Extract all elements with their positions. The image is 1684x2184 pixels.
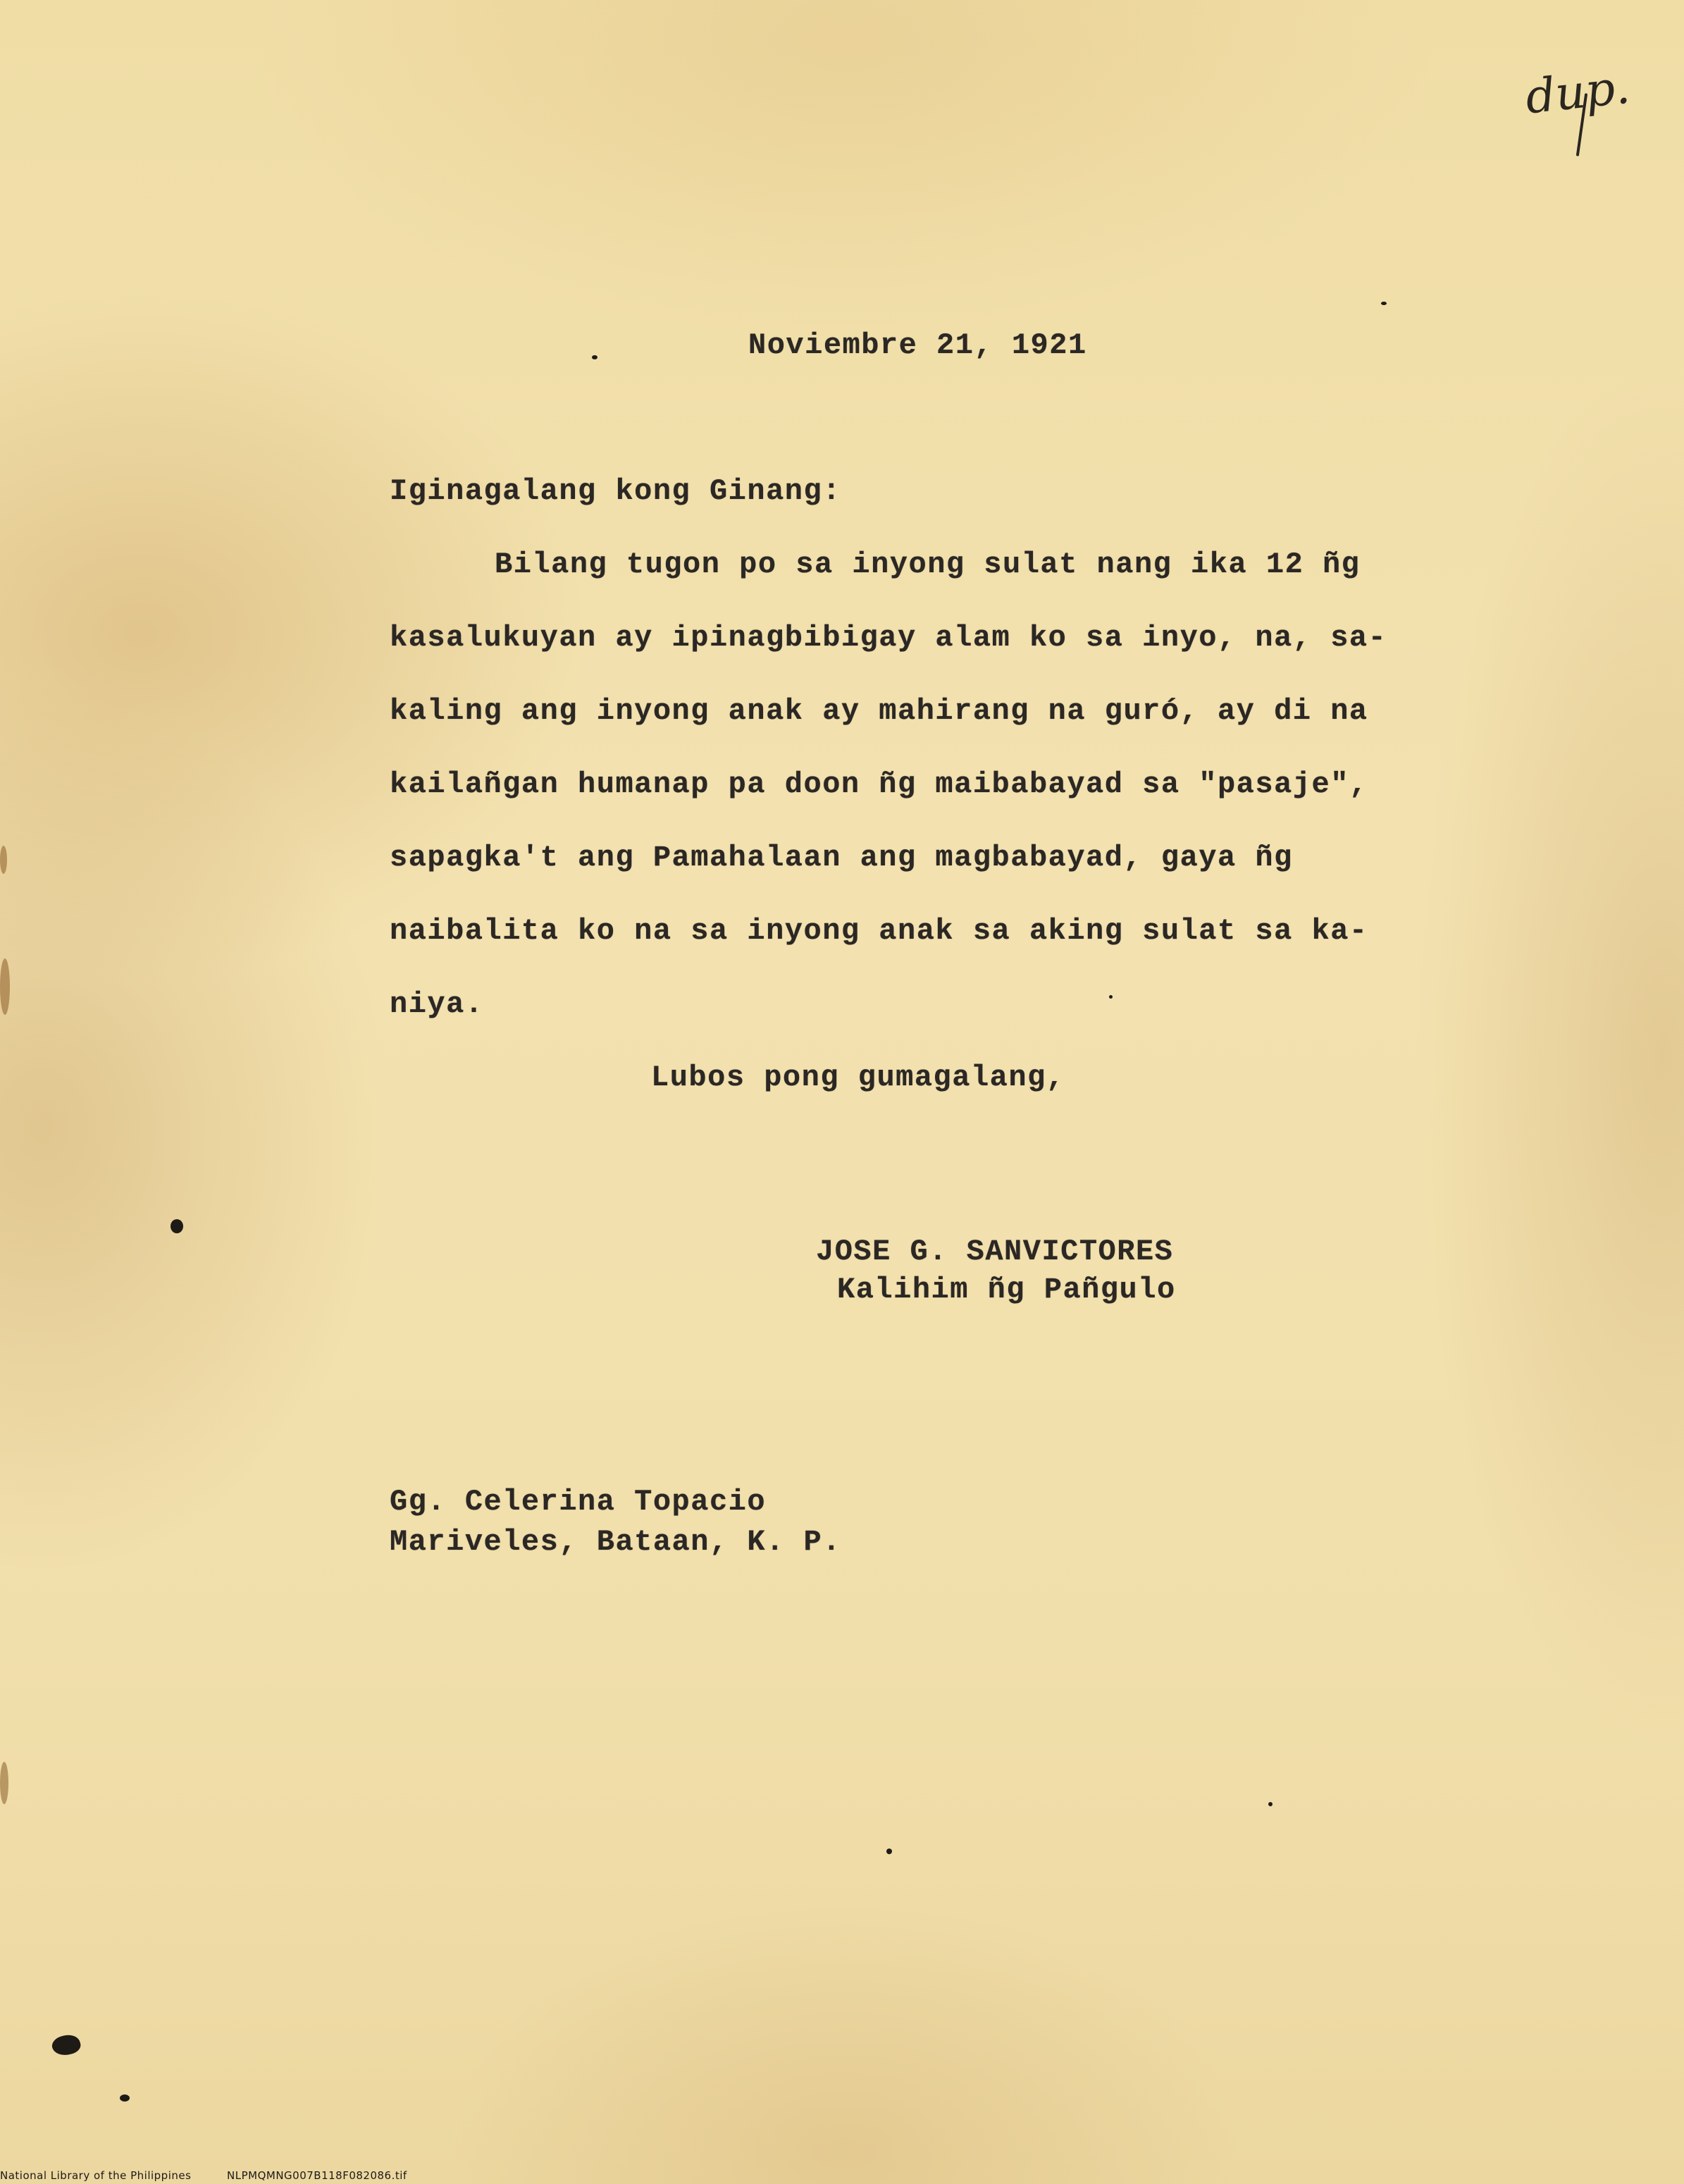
body-line: kasalukuyan ay ipinagbibigay alam ko sa inyo, na, sa- xyxy=(390,621,1387,655)
ink-spot xyxy=(1268,1802,1273,1806)
footer-library-credit: National Library of the Philippines xyxy=(0,2169,192,2182)
body-line: sapagka't ang Pamahalaan ang magbabayad, gaya ñg xyxy=(390,841,1293,875)
body-line: niya. xyxy=(390,987,484,1021)
ink-spot xyxy=(171,1219,183,1233)
ink-spot xyxy=(50,2032,82,2058)
edge-stain xyxy=(0,846,7,874)
body-line: naibalita ko na sa inyong anak sa aking sulat sa ka- xyxy=(390,914,1368,948)
body-line: kailañgan humanap pa doon ñg maibabayad sa "pasaje", xyxy=(390,767,1368,801)
handwritten-annotation xyxy=(1523,59,1652,164)
body-line: kaling ang inyong anak ay mahirang na guró, ay di na xyxy=(390,694,1368,728)
addressee-name: Gg. Celerina Topacio xyxy=(390,1485,767,1519)
ink-spot xyxy=(886,1849,892,1854)
edge-stain xyxy=(0,1762,8,1804)
edge-stain xyxy=(0,958,10,1015)
letter-salutation: Iginagalang kong Ginang: xyxy=(390,474,841,508)
letter-closing: Lubos pong gumagalang, xyxy=(651,1061,1065,1094)
ink-spot xyxy=(592,355,598,359)
footer-file-name: NLPMQMNG007B118F082086.tif xyxy=(227,2169,407,2182)
signature-title: Kalihim ñg Pañgulo xyxy=(837,1273,1176,1307)
ink-spot xyxy=(1109,995,1113,999)
ink-spot xyxy=(120,2094,130,2102)
letter-date: Noviembre 21, 1921 xyxy=(748,328,1087,362)
ink-spot xyxy=(1381,302,1387,305)
annotation-text: dup. xyxy=(1523,59,1633,125)
addressee-place: Mariveles, Bataan, K. P. xyxy=(390,1525,841,1559)
body-line: Bilang tugon po sa inyong sulat nang ika 12 ñg xyxy=(495,548,1361,581)
signature-name: JOSE G. SANVICTORES xyxy=(816,1235,1174,1269)
